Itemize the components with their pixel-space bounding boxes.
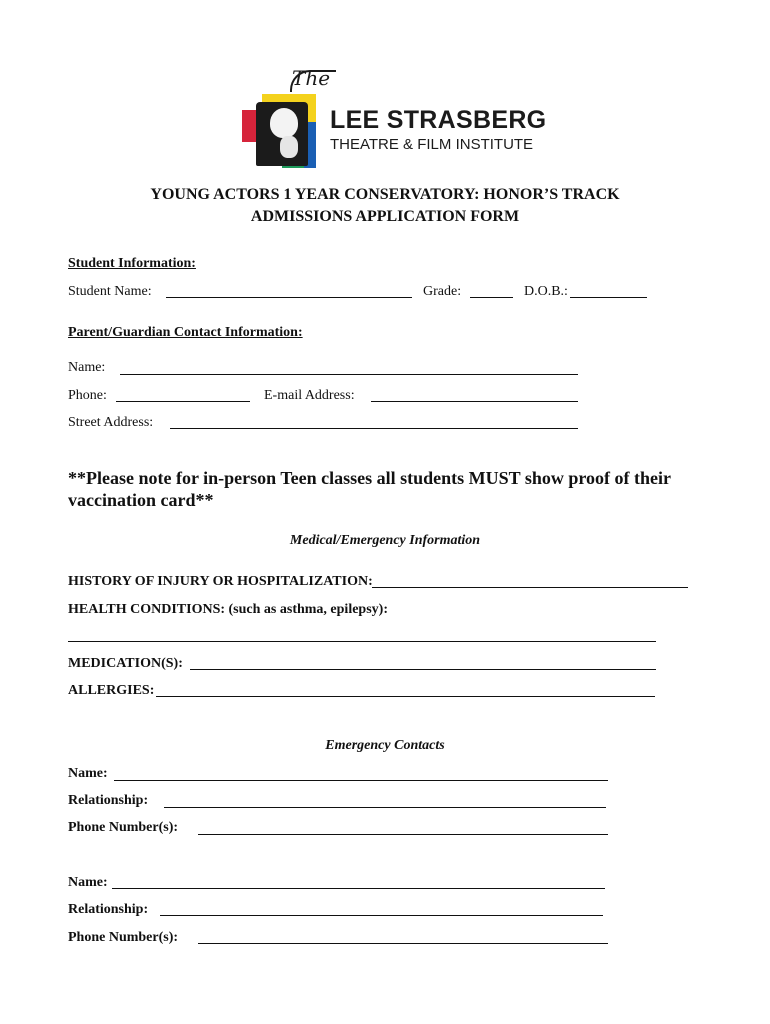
street-address-label: Street Address:	[68, 415, 154, 430]
health-conditions-label: HEALTH CONDITIONS: (such as asthma, epilepsy):	[68, 602, 388, 617]
parent-name-label: Name:	[68, 360, 106, 375]
form-title-line1: YOUNG ACTORS 1 YEAR CONSERVATORY: HONOR’S TRACK	[150, 186, 620, 203]
parent-phone-field[interactable]	[116, 401, 250, 402]
emergency-2-name-field[interactable]	[112, 888, 605, 889]
form-title-line2: ADMISSIONS APPLICATION FORM	[250, 208, 520, 225]
allergies-label: ALLERGIES:	[68, 683, 155, 698]
emergency-1-relationship-field[interactable]	[164, 807, 606, 808]
emergency-2-phone-field[interactable]	[198, 943, 608, 944]
medication-field[interactable]	[190, 669, 656, 670]
parent-email-field[interactable]	[371, 401, 578, 402]
emergency-2-name-label: Name:	[68, 875, 108, 890]
grade-label: Grade:	[423, 284, 462, 299]
medication-label: MEDICATION(S):	[68, 656, 183, 671]
parent-info-heading: Parent/Guardian Contact Information:	[68, 325, 303, 340]
grade-field[interactable]	[470, 297, 513, 298]
health-conditions-field[interactable]	[68, 641, 656, 642]
emergency-2-phone-label: Phone Number(s):	[68, 930, 179, 945]
emergency-1-relationship-label: Relationship:	[68, 793, 149, 808]
parent-email-label: E-mail Address:	[264, 388, 355, 403]
student-name-field[interactable]	[166, 297, 412, 298]
injury-field[interactable]	[372, 587, 688, 588]
emergency-1-phone-label: Phone Number(s):	[68, 820, 179, 835]
logo-portrait	[256, 102, 308, 166]
emergency-1-name-field[interactable]	[114, 780, 608, 781]
logo-name: LEE STRASBERG	[330, 106, 547, 134]
emergency-contacts-heading: Emergency Contacts	[325, 738, 445, 753]
emergency-2-relationship-label: Relationship:	[68, 902, 149, 917]
emergency-1-name-label: Name:	[68, 766, 108, 781]
logo-subtitle: THEATRE & FILM INSTITUTE	[330, 136, 534, 153]
student-info-heading: Student Information:	[68, 256, 196, 271]
vaccination-note: **Please note for in-person Teen classes all students MUST show proof of their vaccination card**	[68, 468, 671, 510]
street-address-field[interactable]	[170, 428, 578, 429]
student-name-label: Student Name:	[68, 284, 152, 299]
allergies-field[interactable]	[156, 696, 655, 697]
emergency-2-relationship-field[interactable]	[160, 915, 603, 916]
parent-name-field[interactable]	[120, 374, 578, 375]
dob-label: D.O.B.:	[524, 284, 568, 299]
emergency-1-phone-field[interactable]	[198, 834, 608, 835]
dob-field[interactable]	[570, 297, 647, 298]
injury-label: HISTORY OF INJURY OR HOSPITALIZATION:	[68, 574, 373, 589]
medical-heading: Medical/Emergency Information	[289, 533, 481, 548]
logo-mark	[242, 94, 320, 170]
parent-phone-label: Phone:	[68, 388, 107, 403]
logo-the: The	[292, 66, 331, 90]
institute-logo	[242, 66, 547, 170]
